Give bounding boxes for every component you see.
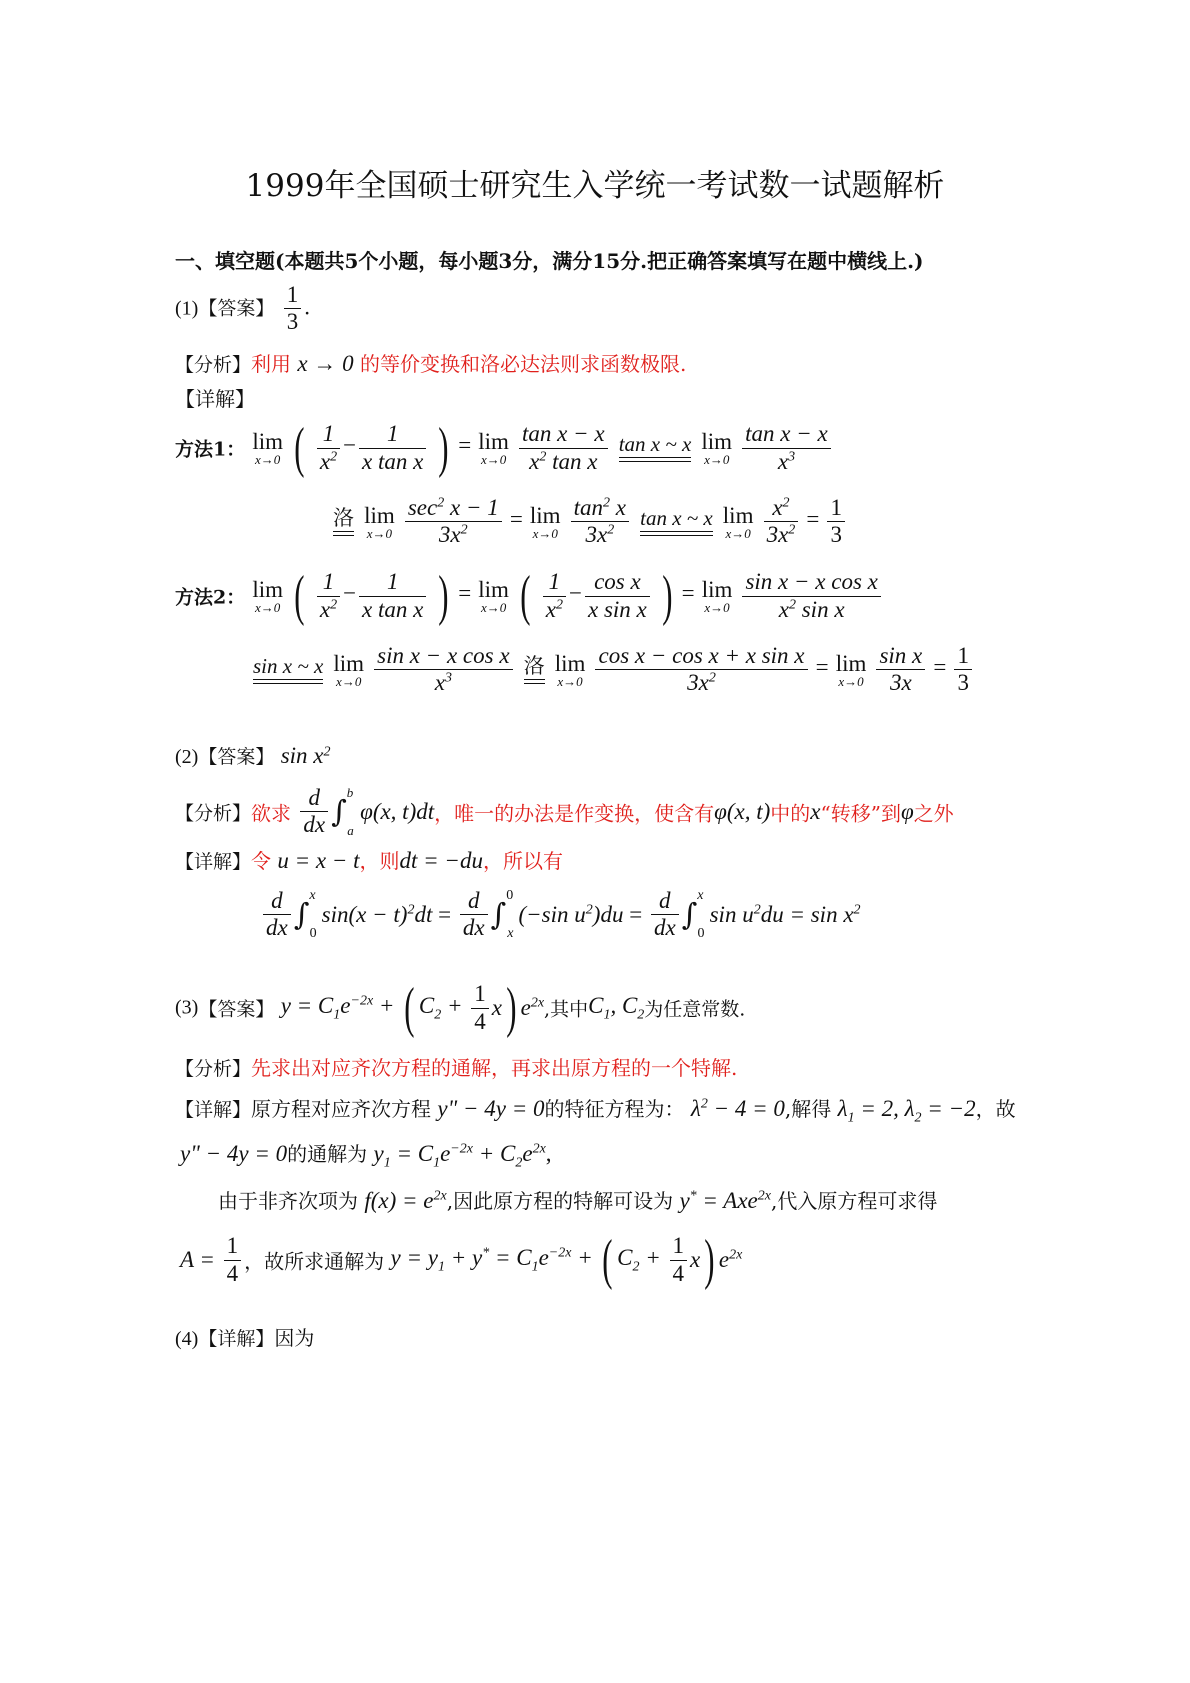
q3-detail-line3: 由于非齐次项为 $f(x) = e^{2x}$,因此原方程的特解可设为 y* = Axe$^{2x}$,代入原方程可求得 bbox=[218, 1188, 938, 1213]
q2-detail: 【详解】令 u = x − t，则dt = −du，所以有 bbox=[175, 848, 563, 873]
q1-detail-tag: 【详解】 bbox=[175, 387, 255, 411]
q3-detail-line2: y" − 4y = 0的通解为 $y_1 = C_1e^{-2x} + C_2e^{2x}$, bbox=[180, 1141, 552, 1171]
q3-detail-line4: A = $\frac{1}{4}$ ，故所求通解为 $y = y_1 + y^* = C_1e^{-2x}$ + ( $C_2$ + $\frac{1}{4}$ x) $e^{2x}$ bbox=[180, 1229, 743, 1291]
section-heading: 一、填空题(本题共5个小题，每小题3分，满分15分.把正确答案填写在题中横线上.) bbox=[175, 249, 924, 273]
page-title: 1999年全国硕士研究生入学统一考试数一试题解析 bbox=[245, 168, 945, 204]
q2-answer: (2)【答案】 $\sin x^2$ bbox=[175, 743, 331, 768]
q3-answer: (3)【答案】 $y = C_1e^{-2x}$ + ( $C_2$ + $\frac{1}{4}$ x) $e^{2x}$,其中$C_1$, $C_2$为任意常数. bbox=[175, 977, 746, 1039]
q2-equation: $\frac{d}{dx}$ ∫x0 $\sin(x - t)^2dt$ = $\frac{d}{dx}$ ∫0x (−sin $u^2)du$ = $\frac{d}{dx}$ ∫x0 $\sin u^2du = \sin x^2$ bbox=[260, 888, 861, 942]
q1-answer-fraction: $\frac{1}{3}$ bbox=[284, 282, 302, 336]
q2-analysis: 【分析】欲求 $\frac{d}{dx}$ ∫$^b$a φ(x, t)dt，唯一的办法是作变换，使含有φ(x, t)中的x“转移”到φ之外 bbox=[175, 785, 954, 838]
q1-method1-line1: 方法1： lim x→0 ( $\frac{1}{x^2}$ − $\frac{1}{\text{x tan x}}$ ) = lim x→0 $\frac{\text{tan x − x}}{x^2 \tan x}$ tan x ~ x lim x→0 $\frac{\text{tan x − x}}{x^3}$ bbox=[175, 420, 834, 476]
q4-detail: (4)【详解】因为 bbox=[175, 1326, 315, 1350]
q3-detail-line1: 【详解】原方程对应齐次方程 y" − 4y = 0的特征方程为： $\lambda^2 - 4 = 0$,解得 $\lambda_1 = 2$, $\lambda_2 = -2$，故 bbox=[175, 1096, 1016, 1126]
q1-analysis: 【分析】利用 x → 0 的等价变换和洛必达法则求函数极限. bbox=[175, 351, 687, 376]
q1-method1-line2: 洛 lim x→0 $\frac{\sec^2 x - 1}{3x^2}$ = lim x→0 $\frac{\tan^2 x}{3x^2}$ tan x ~ x lim x→0 $\frac{x^2}{3x^2}$ = $\frac{1}{3}$ bbox=[330, 495, 848, 549]
q1-answer: (1)【答案】 $\frac{1}{3}$ . bbox=[175, 282, 310, 335]
q3-analysis: 【分析】先求出对应齐次方程的通解，再求出原方程的一个特解. bbox=[175, 1056, 738, 1080]
q1-method2-line2: sin x ~ x lim x→0 $\frac{\text{sin x − x cos x}}{x^3}$ 洛 lim x→0 $\frac{\text{cos x − cos x + x sin x}}{3x^2}$ = lim x→0 $\frac{\text{sin x}}{3x}$ = $\frac{1}{3}$ bbox=[250, 643, 975, 697]
q1-method2-line1: 方法2： lim x→0 ( $\frac{1}{x^2}$ − $\frac{1}{\text{x tan x}}$ ) = lim x→0 ( $\frac{1}{x^2}$ − $\frac{\text{cos x}}{\text{x sin x}}$ ) = lim x→0 $\frac{\text{sin x − x cos x}}{x^2 \sin x}$ bbox=[175, 568, 884, 624]
